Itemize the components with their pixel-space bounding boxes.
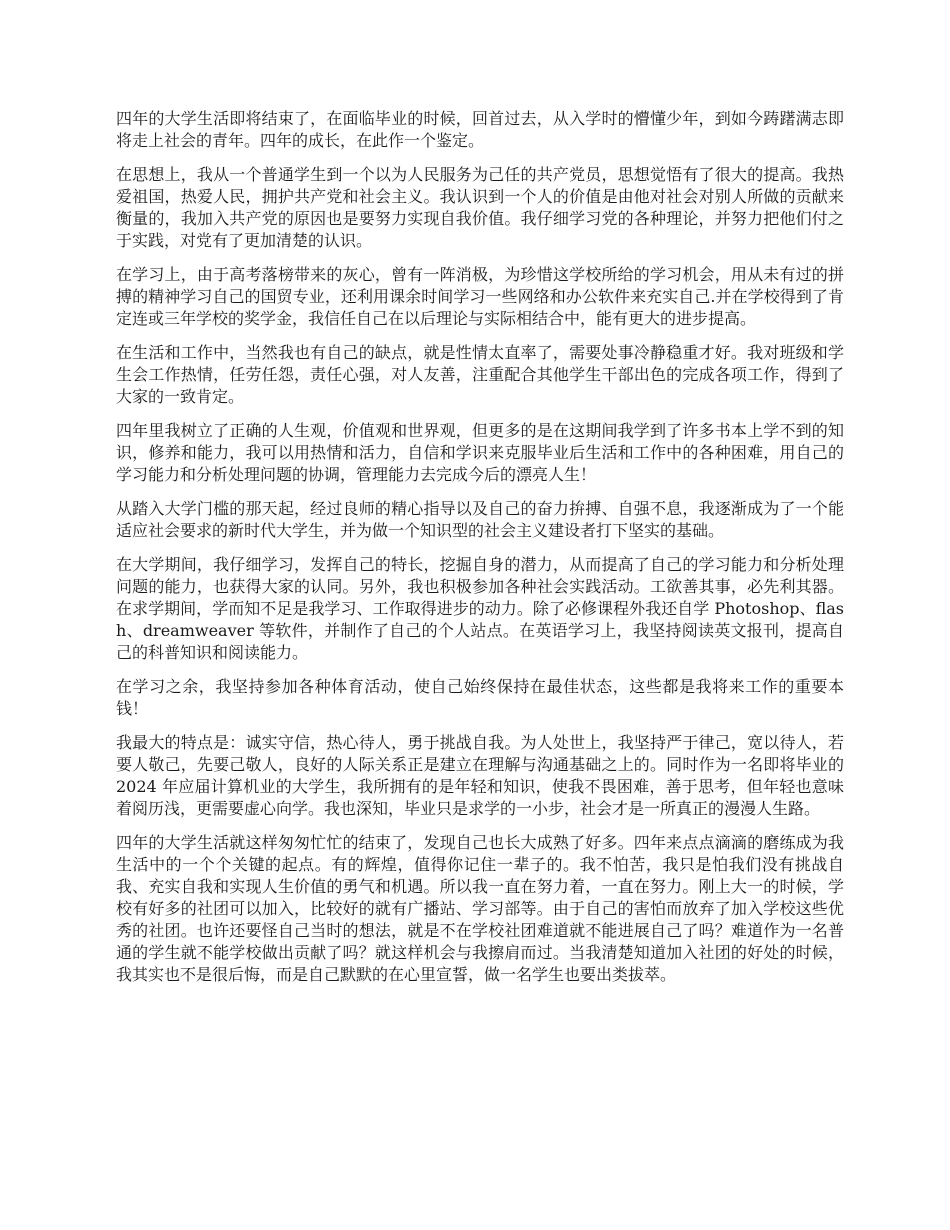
- paragraph-4: 在生活和工作中，当然我也有自己的缺点，就是性情太直率了，需要处事冷静稳重才好。我对班级和学生会工作热情，任劳任怨，责任心强，对人友善，注重配合其他学生干部出色的完成各项工作，得到了大家的一致肯定。: [116, 343, 844, 406]
- paragraph-5: 四年里我树立了正确的人生观，价值观和世界观，但更多的是在这期间我学到了许多书本上学不到的知识，修养和能力，我可以用热情和活力，自信和学识来克服毕业后生活和工作中的各种困难，用自己的学习能力和分析处理问题的协调，管理能力去完成今后的漂亮人生！: [116, 421, 844, 484]
- paragraph-8: 在学习之余，我坚持参加各种体育活动，使自己始终保持在最佳状态，这些都是我将来工作的重要本钱！: [116, 677, 844, 718]
- paragraph-6: 从踏入大学门槛的那天起，经过良师的精心指导以及自己的奋力拚搏、自强不息，我逐渐成为了一个能适应社会要求的新时代大学生，并为做一个知识型的社会主义建设者打下坚实的基础。: [116, 499, 844, 540]
- paragraph-1: 四年的大学生活即将结束了，在面临毕业的时候，回首过去，从入学时的懵懂少年，到如今踌躇满志即将走上社会的青年。四年的成长，在此作一个鉴定。: [116, 109, 844, 150]
- document-page: [116, 108, 844, 998]
- paragraph-2: 在思想上，我从一个普通学生到一个以为人民服务为己任的共产党员，思想觉悟有了很大的提高。我热爱祖国，热爱人民，拥护共产党和社会主义。我认识到一个人的价值是由他对社会对别人所做的贡献来衡量的，我加入共产党的原因也是要努力实现自我价值。我仔细学习党的各种理论，并努力把他们付之于实践，对党有了更加清楚的认识。: [116, 165, 844, 250]
- paragraph-9: 我最大的特点是：诚实守信，热心待人，勇于挑战自我。为人处世上，我坚持严于律己，宽以待人，若要人敬己，先要己敬人，良好的人际关系正是建立在理解与沟通基础之上的。同时作为一名即将毕业的 2024 年应届计算机业的大学生，我所拥有的是年轻和知识，使我不畏困难，善于思考，但年轻也意味着阅历浅，更需要虚心向学。我也深知，毕业只是求学的一小步，社会才是一所真正的漫漫人生路。: [116, 733, 844, 818]
- paragraph-10: 四年的大学生活就这样匆匆忙忙的结束了，发现自己也长大成熟了好多。四年来点点滴滴的磨练成为我生活中的一个个关键的起点。有的辉煌，值得你记住一辈子的。我不怕苦，我只是怕我们没有挑战自我、充实自我和实现人生价值的勇气和机遇。所以我一直在努力着，一直在努力。刚上大一的时候，学校有好多的社团可以加入，比较好的就有广播站、学习部等。由于自己的害怕而放弃了加入学校这些优秀的社团。也许还要怪自己当时的想法，就是不在学校社团难道就不能进展自己了吗？难道作为一名普通的学生就不能学校做出贡献了吗？就这样机会与我擦肩而过。当我清楚知道加入社团的好处的时候，我其实也不是很后悔，而是自己默默的在心里宣誓，做一名学生也要出类拔萃。: [116, 833, 844, 984]
- paragraph-7: 在大学期间，我仔细学习，发挥自己的特长，挖掘自身的潜力，从而提高了自己的学习能力和分析处理问题的能力，也获得大家的认同。另外，我也积极参加各种社会实践活动。工欲善其事，必先利其器。在求学期间，学而知不足是我学习、工作取得进步的动力。除了必修课程外我还自学 Photoshop、flash、dreamweaver 等软件，并制作了自己的个人站点。在英语学习上，我坚持阅读英文报刊，提高自己的科普知识和阅读能力。: [116, 555, 844, 662]
- paragraph-3: 在学习上，由于高考落榜带来的灰心，曾有一阵消极，为珍惜这学校所给的学习机会，用从未有过的拼搏的精神学习自己的国贸专业，还利用课余时间学习一些网络和办公软件来充实自己.并在学校得到了肯定连或三年学校的奖学金，我信任自己在以后理论与实际相结合中，能有更大的进步提高。: [116, 265, 844, 328]
